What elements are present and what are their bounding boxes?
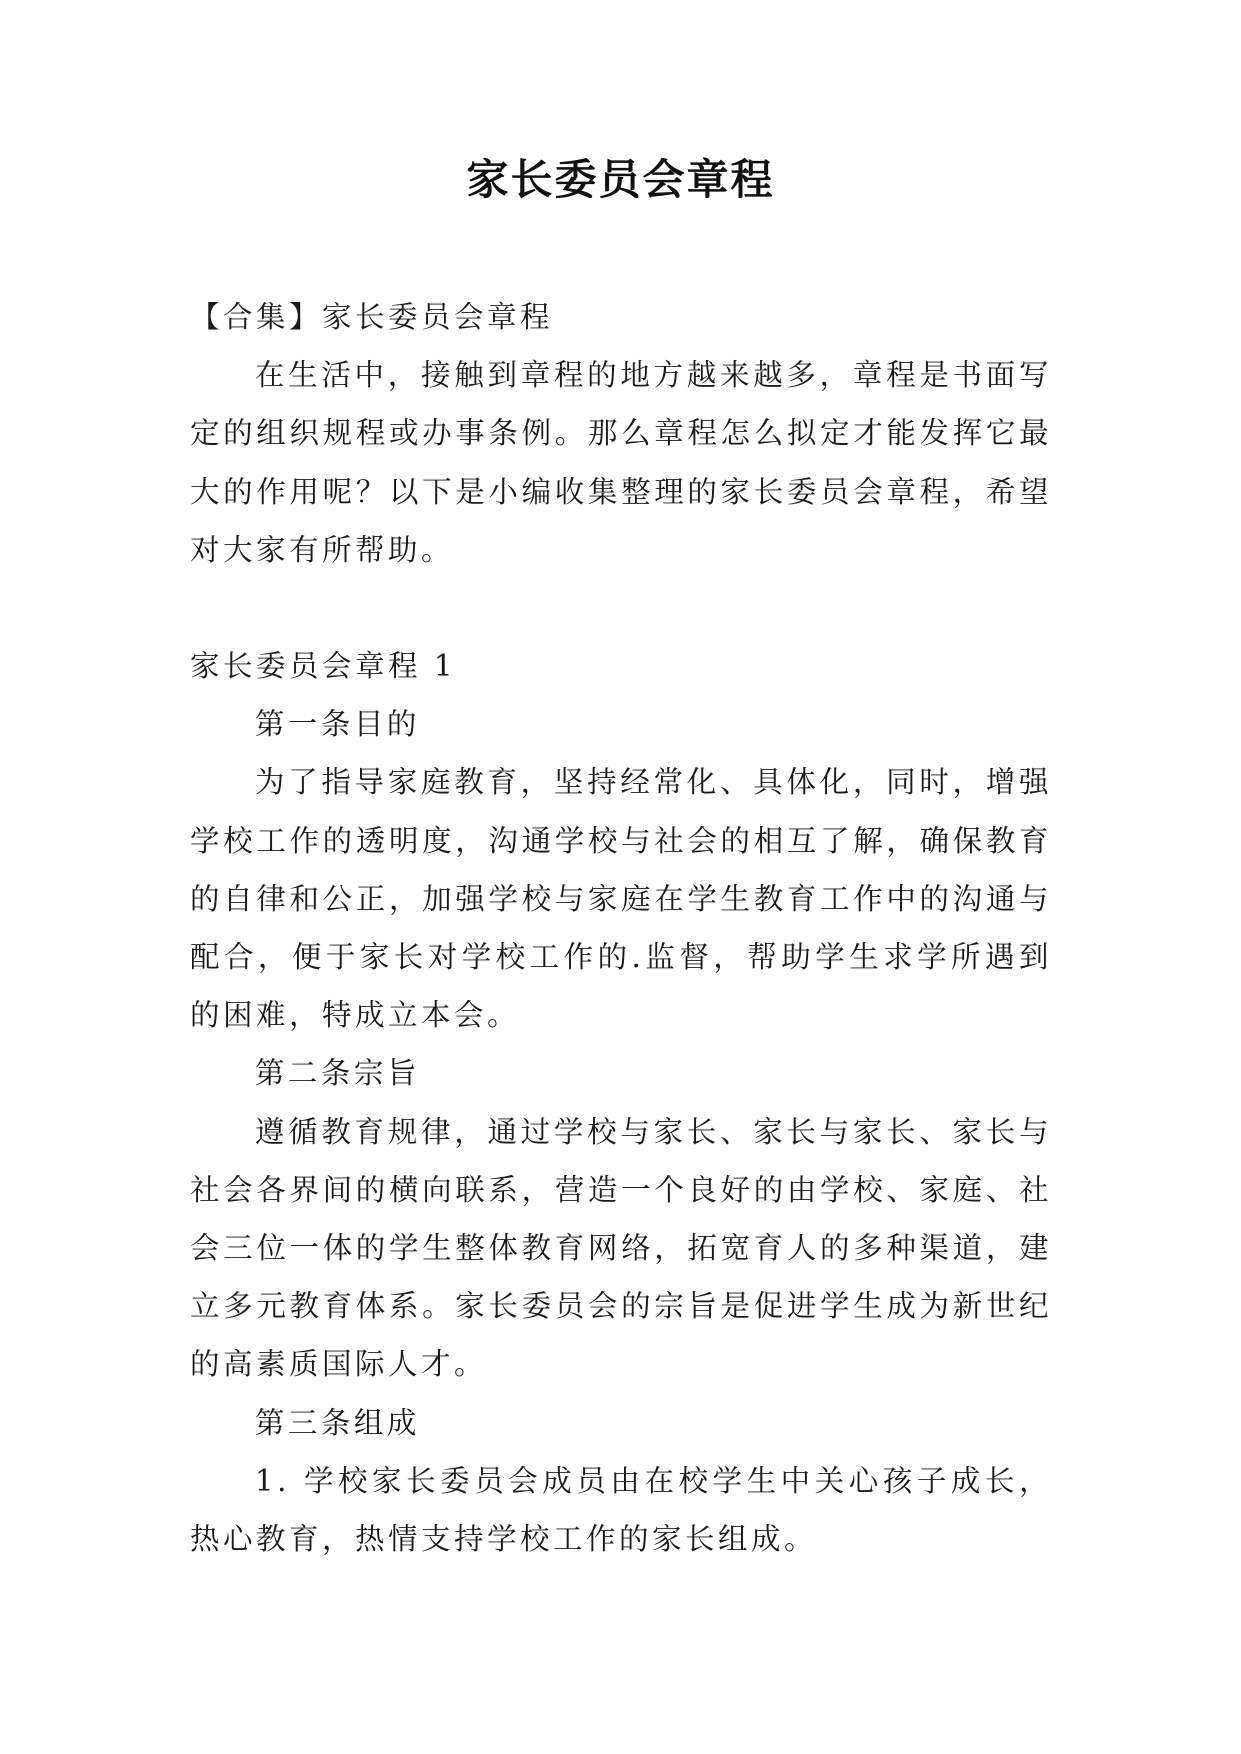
article3-item-1: 1. 学校家长委员会成员由在校学生中关心孩子成长，热心教育，热情支持学校工作的家长组成。 — [190, 1463, 1052, 1557]
article2-paragraph: 遵循教育规律，通过学校与家长、家长与家长、家长与社会各界间的横向联系，营造一个良好的由学校、家庭、社会三位一体的学生整体教育网络，拓宽育人的多种渠道，建立多元教育体系。家长委员会的宗旨是促进学生成为新世纪的高素质国际人才。 — [190, 1114, 1052, 1382]
article3-heading: 第三条组成 — [254, 1405, 420, 1440]
paragraph-gap — [190, 579, 1052, 637]
document-body — [190, 288, 1052, 1568]
section-title: 家长委员会章程 1 — [190, 649, 457, 684]
article1-heading: 第一条目的 — [254, 707, 420, 742]
document-title: 家长委员会章程 — [466, 155, 775, 204]
article1-paragraph: 为了指导家庭教育，坚持经常化、具体化，同时，增强学校工作的透明度，沟通学校与社会的相互了解，确保教育的自律和公正，加强学校与家庭在学生教育工作中的沟通与配合，便于家长对学校工作的.监督，帮助学生求学所遇到的困难，特成立本会。 — [190, 765, 1052, 1033]
document-subtitle: 【合集】家长委员会章程 — [190, 300, 554, 334]
article2-heading: 第二条宗旨 — [254, 1056, 420, 1091]
intro-paragraph: 在生活中，接触到章程的地方越来越多，章程是书面写定的组织规程或办事条例。那么章程怎么拟定才能发挥它最大的作用呢？以下是小编收集整理的家长委员会章程，希望对大家有所帮助。 — [190, 358, 1052, 567]
